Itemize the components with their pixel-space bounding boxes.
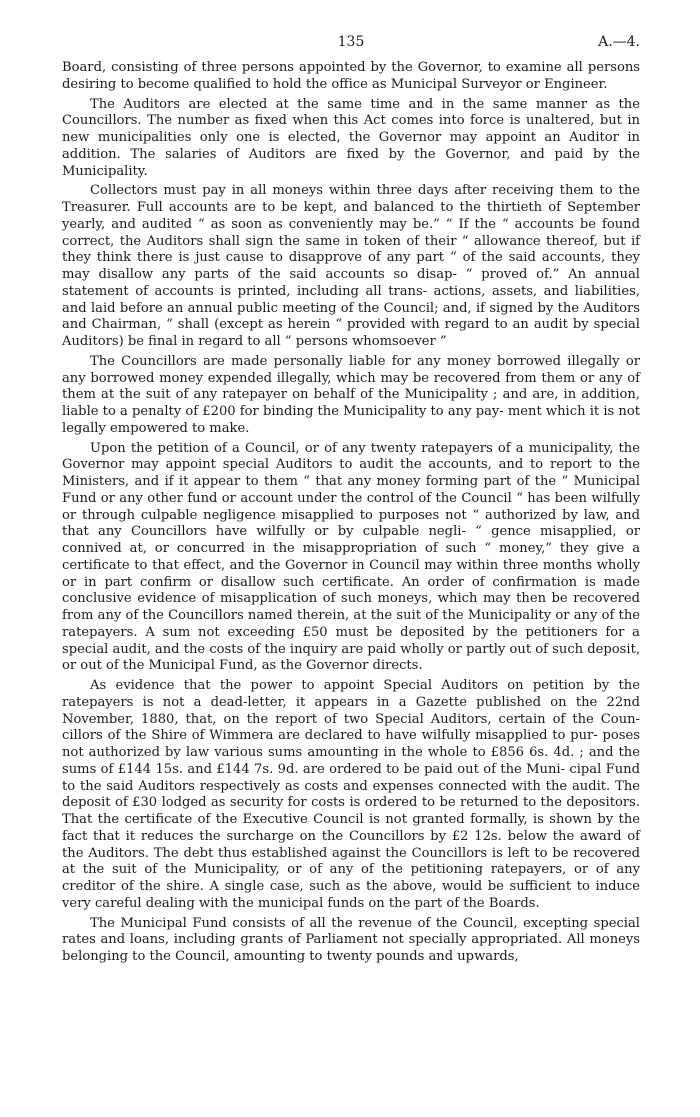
paragraph-municipal-fund: The Municipal Fund consists of all the revenue of the Council, excepting special rates and loans, including grants of Parliament not specially appropriated. All moneys belonging to the Council, amounting to twenty pounds and upwards, [62, 915, 640, 964]
body-text [62, 60, 640, 966]
page-number: 135 [337, 34, 365, 50]
document-reference: A.—4. [598, 34, 640, 50]
paragraph-special-auditors-petition: Upon the petition of a Council, or of any twenty ratepayers of a municipality, the Governor may appoint special Auditors to audit the accounts, and to report to the Ministers, and if it appear to them “ that any money forming part of the “ Municipal Fund or any other fund or account under the control of the Council “ has been wilfully or through culpable negligence misapplied to purposes not “ authorized by law, and that any Councillors have wilfully or by culpable negli- “ gence misapplied, or connived at, or concurred in the misappropriation of such “ money,” they give a certificate to that effect, and the Governor in Council may within three months wholly or in part confirm or disallow such certificate. An order of confirmation is made conclusive evidence of misapplication of such moneys, which may then be recovered from any of the Councillors named therein, at the suit of the Municipality or any of the ratepayers. A sum not exceeding £50 must be deposited by the petitioners for a special audit, and the costs of the inquiry are paid wholly or partly out of such deposit, or out of the Municipal Fund, as the Governor directs. [62, 440, 640, 674]
paragraph-councillors-liability: The Councillors are made personally liable for any money borrowed illegally or any borrowed money expended illegally, which may be recovered from them or any of them at the suit of any ratepayer on behalf of the Municipality ; and are, in addition, liable to a penalty of £200 for binding the Municipality to any pay- ment which it is not legally empowered to make. [62, 353, 640, 436]
paragraph-auditors-election: The Auditors are elected at the same time and in the same manner as the Councillors. The number as fixed when this Act comes into force is unaltered, but in new municipalities only one is elected, the Governor may appoint an Auditor in addition. The salaries of Auditors are fixed by the Governor, and paid by the Municipality. [62, 96, 640, 179]
paragraph-collectors-accounts: Collectors must pay in all moneys within three days after receiving them to the Treasurer. Full accounts are to be kept, and balanced to the thirtieth of September yearly, and audited “ as soon as conveniently may be.” “ If the “ accounts be found correct, the Auditors shall sign the same in token of their “ allowance thereof, but if they think there is just cause to disapprove of any part “ of the said accounts, they may disallow any parts of the said accounts so disap- “ proved of.” An annual statement of accounts is printed, including all trans- actions, assets, and liabilities, and laid before an annual public meeting of the Council; and, if signed by the Auditors and Chairman, “ shall (except as herein “ provided with regard to an audit by special Auditors) be final in regard to all “ persons whomsoever ” [62, 183, 640, 349]
page-header [62, 34, 640, 54]
paragraph-wimmera-case: As evidence that the power to appoint Special Auditors on petition by the ratepayers is not a dead-letter, it appears in a Gazette published on the 22nd November, 1880, that, on the report of two Special Auditors, certain of the Coun- cillors of the Shire of Wimmera are declared to have wilfully misapplied to pur- poses not authorized by law various sums amounting in the whole to £856 6s. 4d. ; and the sums of £144 15s. and £144 7s. 9d. are ordered to be paid out of the Muni- cipal Fund to the said Auditors respectively as costs and expenses connected with the audit. The deposit of £30 lodged as security for costs is ordered to be returned to the depositors. That the certificate of the Executive Council is not granted formally, is shown by the fact that it reduces the surcharge on the Councillors by £2 12s. below the award of the Auditors. The debt thus established against the Councillors is left to be recovered at the suit of the Municipality, or of any of the petitioning ratepayers, or of any creditor of the shire. A single case, such as the above, would be sufficient to induce very careful dealing with the municipal funds on the part of the Boards. [62, 678, 640, 911]
paragraph-examining-board: Board, consisting of three persons appointed by the Governor, to examine all persons desiring to become qualified to hold the office as Municipal Surveyor or Engineer. [62, 60, 640, 92]
